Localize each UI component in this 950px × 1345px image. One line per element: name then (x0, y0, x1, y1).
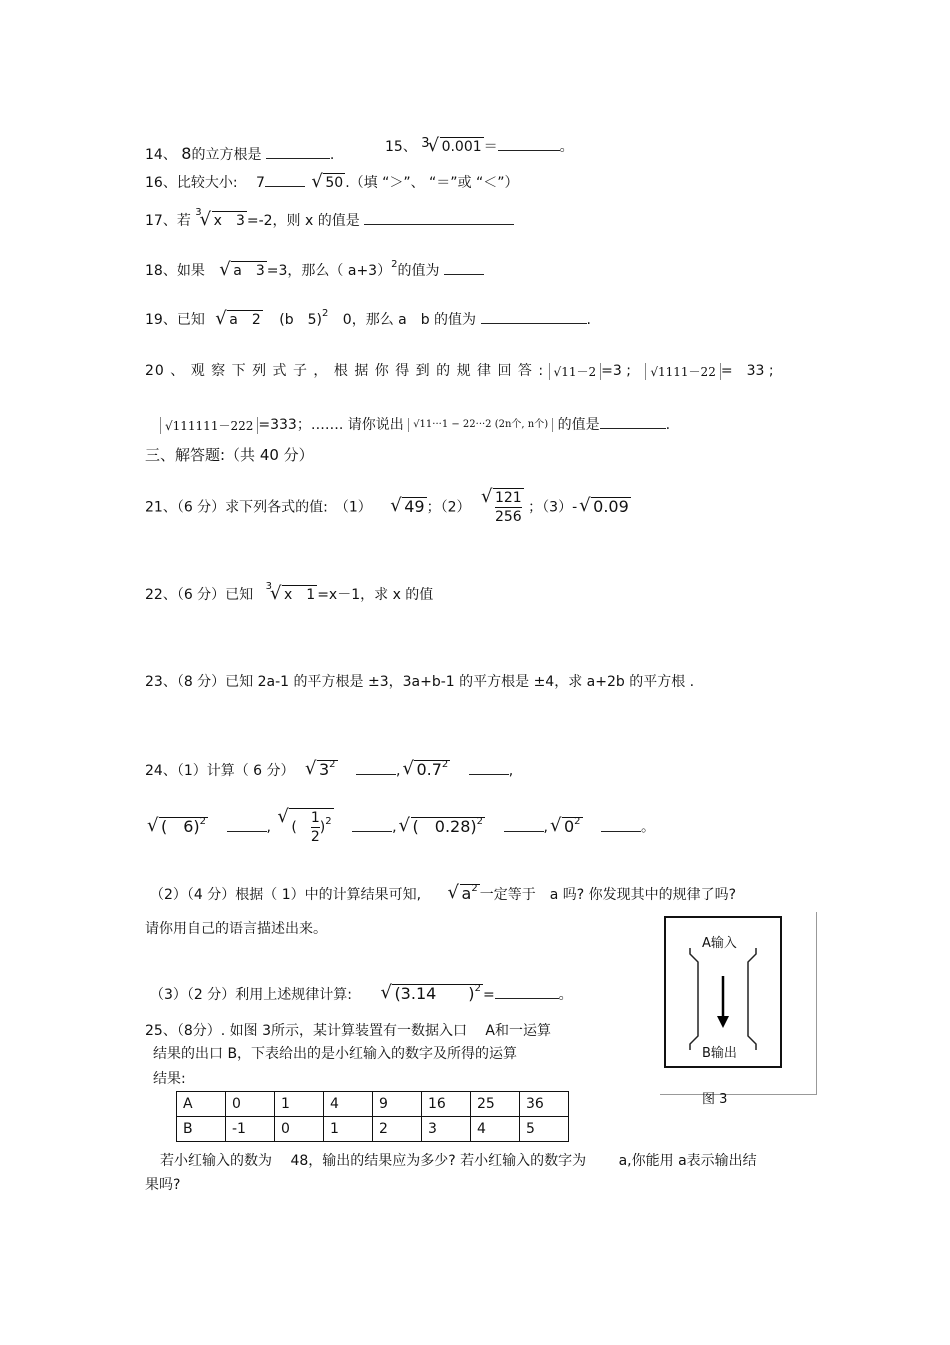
question-20-cont: √111111－222 =333；……. 请你说出 √11···1 − 22···2 (2n个, n个) 的值是 . (160, 414, 670, 434)
question-14: 14、 8的立方根是 . (145, 144, 335, 163)
square-root: √ a 3 (219, 261, 267, 280)
question-24-part2-line2: 请你用自己的语言描述出来。 (145, 921, 327, 937)
answer-blank[interactable] (227, 817, 267, 832)
figure-caption: 图 3 (702, 1092, 728, 1107)
question-16: 16、比较大小: 7 √ 50 .（填 “＞”、 “＝”或 “＜”） (145, 172, 519, 192)
question-19: 19、已知 √ a 2 (b 5)$^2$ 0，那么 a b 的值为 . (145, 309, 591, 329)
answer-blank[interactable] (352, 817, 392, 832)
square-root: √ 50 (311, 173, 345, 192)
question-20: 20 、 观 察 下 列 式 子 ， 根 据 你 得 到 的 规 律 回 答 : √11－2 =3 ; √1111－22 = 33 ; (145, 363, 774, 379)
cube-root: √ 0.001 (428, 137, 484, 156)
answer-blank[interactable] (266, 144, 330, 159)
square-root: √ a 2 (215, 310, 263, 329)
question-25-line5: 果吗? (145, 1177, 181, 1193)
question-24-part3: （3）（2 分）利用上述规律计算: √ (3.14 )$^2$ = 。 (150, 984, 573, 1006)
table-row: B -1 0 1 2 3 4 5 (177, 1117, 569, 1142)
question-25-line1: 25、（8分）. 如图 3所示，某计算装置有一数据入口 A和一运算 (145, 1023, 552, 1039)
section-title: 三、解答题:（共 40 分） (145, 446, 314, 464)
answer-blank[interactable] (469, 760, 509, 775)
question-23: 23、（8 分）已知 2a-1 的平方根是 ±3，3a+b-1 的平方根是 ±4，求 a+2b 的平方根 . (145, 674, 695, 690)
answer-blank[interactable] (601, 817, 641, 832)
square-root: √ (3.14 )$^2$ (380, 984, 483, 1006)
device-frame (664, 916, 782, 1068)
answer-blank[interactable] (600, 414, 666, 429)
square-root: √ $0.7^2$ (402, 760, 450, 782)
square-root: √ $0^2$ (550, 817, 583, 839)
answer-blank[interactable] (504, 817, 544, 832)
input-label: A输入 (702, 936, 737, 951)
square-root: √ $3^2$ (305, 760, 338, 782)
fraction: $\frac{1}{2}$ (310, 810, 320, 845)
answer-blank[interactable] (498, 136, 560, 151)
answer-blank[interactable] (356, 760, 396, 775)
square-root: √ $a^2$ (448, 884, 480, 906)
expression-image: √111111－222 (160, 417, 258, 434)
question-24-part1-cont: √ ( 6)$^2$ , √ ( $\frac{1}{2}$ )$^2$ ,√ ( 0.28)$^2$ ,√ $0^2$ 。 (145, 808, 655, 846)
question-24-part1: 24、（1）计算（ 6 分） √ $3^2$ ,√ $0.7^2$ , (145, 760, 513, 782)
expression-image: √11···1 − 22···2 (2n个, n个) (408, 418, 553, 432)
expression-image: √1111－22 (645, 363, 720, 380)
question-17: 17、若 $^3$√ x 3 =-2，则 x 的值是 (145, 210, 514, 230)
question-18: 18、如果 √ a 3 =3，那么（ a+3）$^2$的值为 (145, 260, 484, 280)
answer-blank[interactable] (495, 984, 559, 999)
figure-3 (660, 912, 817, 1107)
table-row: A 0 1 4 9 16 25 36 (177, 1092, 569, 1117)
question-25-line3: 结果: (153, 1071, 186, 1087)
output-label: B输出 (702, 1046, 737, 1061)
square-root-fraction: √ ( $\frac{1}{2}$ )$^2$ (277, 808, 333, 846)
input-output-table (176, 1091, 569, 1142)
question-21: 21、（6 分）求下列各式的值: （1） √ 49 ；（2） √ $\frac{121}{256}$ ；（3）-√ 0.09 (145, 488, 631, 526)
square-root: √ ( 6)$^2$ (147, 817, 208, 839)
answer-blank[interactable] (364, 210, 514, 225)
question-24-part2: （2）（4 分）根据（ 1）中的计算结果可知, √ $a^2$ 一定等于 a 吗? 你发现其中的规律了吗? (150, 884, 736, 906)
question-25-line4: 若小红输入的数为 48，输出的结果应为多少? 若小红输入的数字为 a,你能用 a表示输出结 (160, 1153, 757, 1169)
cube-root: √ x 1 (270, 585, 317, 604)
answer-blank[interactable] (481, 309, 587, 324)
square-root-fraction (481, 488, 524, 526)
answer-blank[interactable] (444, 260, 484, 275)
question-15: 15、 3√ 0.001 ＝ 。 (385, 136, 574, 156)
square-root: √ 49 (390, 497, 426, 516)
answer-blank[interactable] (265, 172, 305, 187)
expression-image: √11－2 (549, 363, 602, 380)
fraction: √ $\frac{121}{256}$ (494, 490, 522, 525)
square-root: √ 0.09 (579, 497, 631, 516)
question-25-line2: 结果的出口 B，下表给出的是小红输入的数字及所得的运算 (153, 1046, 518, 1062)
question-22: 22、（6 分）已知 $^3$√ x 1 =x－1，求 x 的值 (145, 584, 433, 604)
square-root: √ ( 0.28)$^2$ (399, 817, 486, 839)
cube-root: √ x 3 (200, 211, 247, 230)
